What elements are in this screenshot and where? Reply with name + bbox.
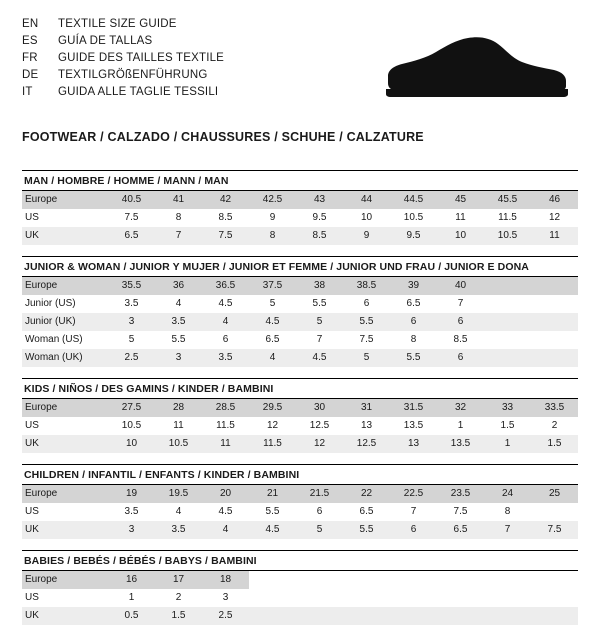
table-cell xyxy=(484,331,531,349)
table-cell: 9.5 xyxy=(296,209,343,227)
table-cell: 21 xyxy=(249,485,296,503)
table-cell: 30 xyxy=(296,399,343,417)
language-title: GUIDE DES TAILLES TEXTILE xyxy=(58,52,225,64)
size-table xyxy=(22,191,578,245)
table-cell: 35.5 xyxy=(108,277,155,295)
table-cell: 10.5 xyxy=(155,435,202,453)
table-cell-empty xyxy=(531,571,578,589)
table-cell: 4.5 xyxy=(202,295,249,313)
table-cell xyxy=(531,503,578,521)
table-cell: 42.5 xyxy=(249,191,296,209)
row-label: Woman (UK) xyxy=(22,349,108,367)
table-cell-empty xyxy=(484,607,531,625)
table-cell: 29.5 xyxy=(249,399,296,417)
row-label: Europe xyxy=(22,191,108,209)
row-label: US xyxy=(22,589,108,607)
table-cell: 16 xyxy=(108,571,155,589)
row-label: UK xyxy=(22,521,108,539)
table-row xyxy=(22,503,578,521)
table-cell: 33.5 xyxy=(531,399,578,417)
table-cell: 6.5 xyxy=(437,521,484,539)
table-cell: 10 xyxy=(108,435,155,453)
table-cell: 8.5 xyxy=(202,209,249,227)
table-cell: 18 xyxy=(202,571,249,589)
table-cell: 2.5 xyxy=(202,607,249,625)
table-cell xyxy=(531,313,578,331)
table-cell: 24 xyxy=(484,485,531,503)
table-cell: 5 xyxy=(343,349,390,367)
table-cell: 31.5 xyxy=(390,399,437,417)
section-babies xyxy=(22,550,578,625)
row-label: US xyxy=(22,417,108,435)
table-cell: 3 xyxy=(108,313,155,331)
table-row xyxy=(22,607,578,625)
table-cell: 6 xyxy=(390,313,437,331)
table-cell-empty xyxy=(484,571,531,589)
table-cell: 20 xyxy=(202,485,249,503)
row-label: UK xyxy=(22,435,108,453)
table-cell: 7.5 xyxy=(437,503,484,521)
table-cell: 7 xyxy=(437,295,484,313)
table-row xyxy=(22,589,578,607)
table-row xyxy=(22,399,578,417)
table-cell: 45 xyxy=(437,191,484,209)
table-cell: 3.5 xyxy=(108,503,155,521)
table-cell: 36.5 xyxy=(202,277,249,295)
language-title-list xyxy=(22,16,224,101)
table-cell: 8 xyxy=(390,331,437,349)
language-title: GUÍA DE TALLAS xyxy=(58,35,153,47)
table-cell: 45.5 xyxy=(484,191,531,209)
table-cell: 5 xyxy=(296,521,343,539)
size-table xyxy=(22,571,578,625)
language-row xyxy=(22,67,224,84)
table-cell: 8.5 xyxy=(296,227,343,245)
table-cell: 3.5 xyxy=(155,521,202,539)
section-spacer xyxy=(22,369,578,378)
table-cell: 9.5 xyxy=(390,227,437,245)
table-row xyxy=(22,485,578,503)
table-cell: 6 xyxy=(437,313,484,331)
table-cell: 12 xyxy=(531,209,578,227)
table-cell: 4.5 xyxy=(202,503,249,521)
table-cell: 7.5 xyxy=(202,227,249,245)
table-cell: 1 xyxy=(484,435,531,453)
row-label: Europe xyxy=(22,399,108,417)
table-cell xyxy=(531,295,578,313)
table-cell: 13.5 xyxy=(437,435,484,453)
size-table xyxy=(22,277,578,367)
table-cell: 3.5 xyxy=(108,295,155,313)
table-cell: 1.5 xyxy=(484,417,531,435)
table-cell: 2 xyxy=(531,417,578,435)
table-cell: 40.5 xyxy=(108,191,155,209)
table-cell: 10 xyxy=(437,227,484,245)
row-label: UK xyxy=(22,607,108,625)
section-children xyxy=(22,464,578,539)
table-cell: 6.5 xyxy=(108,227,155,245)
table-cell: 9 xyxy=(249,209,296,227)
table-row xyxy=(22,277,578,295)
section-title: MAN / HOMBRE / HOMME / MANN / MAN xyxy=(22,170,578,191)
row-label: Junior (US) xyxy=(22,295,108,313)
table-cell: 1 xyxy=(108,589,155,607)
table-cell xyxy=(484,313,531,331)
table-row xyxy=(22,227,578,245)
table-cell-empty xyxy=(296,607,343,625)
table-cell: 5.5 xyxy=(343,521,390,539)
table-cell: 19.5 xyxy=(155,485,202,503)
table-cell xyxy=(484,349,531,367)
table-cell: 8 xyxy=(155,209,202,227)
table-row xyxy=(22,191,578,209)
table-cell: 4 xyxy=(155,295,202,313)
table-cell: 4 xyxy=(202,521,249,539)
table-cell: 8 xyxy=(484,503,531,521)
language-title: TEXTILGRÖßENFÜHRUNG xyxy=(58,69,208,81)
table-cell: 23.5 xyxy=(437,485,484,503)
size-table xyxy=(22,399,578,453)
table-cell: 10 xyxy=(343,209,390,227)
table-cell: 36 xyxy=(155,277,202,295)
table-cell xyxy=(484,295,531,313)
section-junior-woman xyxy=(22,256,578,367)
table-cell: 11.5 xyxy=(202,417,249,435)
table-cell: 5 xyxy=(296,313,343,331)
table-cell: 19 xyxy=(108,485,155,503)
document-header xyxy=(22,16,578,116)
table-cell xyxy=(484,277,531,295)
table-cell: 3.5 xyxy=(155,313,202,331)
table-cell: 7.5 xyxy=(343,331,390,349)
table-cell-empty xyxy=(343,571,390,589)
table-cell: 33 xyxy=(484,399,531,417)
table-cell: 38.5 xyxy=(343,277,390,295)
table-cell: 6 xyxy=(202,331,249,349)
table-cell: 12 xyxy=(296,435,343,453)
table-cell-empty xyxy=(437,607,484,625)
table-cell: 6 xyxy=(343,295,390,313)
table-cell: 13 xyxy=(343,417,390,435)
language-code: IT xyxy=(22,86,33,98)
table-cell: 5.5 xyxy=(249,503,296,521)
table-cell xyxy=(531,277,578,295)
row-label: Europe xyxy=(22,571,108,589)
table-cell: 5.5 xyxy=(390,349,437,367)
table-cell xyxy=(531,331,578,349)
size-sections xyxy=(22,170,578,625)
table-cell: 11.5 xyxy=(484,209,531,227)
table-cell: 28.5 xyxy=(202,399,249,417)
table-cell: 10.5 xyxy=(108,417,155,435)
table-cell: 12.5 xyxy=(296,417,343,435)
table-cell: 5.5 xyxy=(343,313,390,331)
table-cell: 7 xyxy=(296,331,343,349)
table-cell: 31 xyxy=(343,399,390,417)
table-row xyxy=(22,521,578,539)
section-spacer xyxy=(22,541,578,550)
table-row xyxy=(22,331,578,349)
table-row xyxy=(22,295,578,313)
table-cell: 1.5 xyxy=(155,607,202,625)
table-cell: 4 xyxy=(249,349,296,367)
language-row xyxy=(22,16,224,33)
table-cell: 6.5 xyxy=(390,295,437,313)
row-label: US xyxy=(22,209,108,227)
table-cell: 22.5 xyxy=(390,485,437,503)
table-cell: 7.5 xyxy=(531,521,578,539)
section-spacer xyxy=(22,455,578,464)
table-cell: 5 xyxy=(108,331,155,349)
table-cell xyxy=(531,349,578,367)
table-cell: 4.5 xyxy=(249,521,296,539)
size-table xyxy=(22,485,578,539)
table-cell: 11 xyxy=(531,227,578,245)
table-cell: 11.5 xyxy=(249,435,296,453)
table-cell: 2.5 xyxy=(108,349,155,367)
table-row xyxy=(22,571,578,589)
table-cell: 43 xyxy=(296,191,343,209)
table-cell: 7 xyxy=(484,521,531,539)
table-cell: 1.5 xyxy=(531,435,578,453)
table-cell-empty xyxy=(437,589,484,607)
table-cell: 2 xyxy=(155,589,202,607)
table-cell: 27.5 xyxy=(108,399,155,417)
row-label: Woman (US) xyxy=(22,331,108,349)
table-cell: 10.5 xyxy=(390,209,437,227)
table-cell: 9 xyxy=(343,227,390,245)
table-cell: 3 xyxy=(155,349,202,367)
table-cell-empty xyxy=(437,571,484,589)
language-code: DE xyxy=(22,69,39,81)
table-cell: 6 xyxy=(296,503,343,521)
language-code: ES xyxy=(22,35,38,47)
table-cell: 4 xyxy=(155,503,202,521)
table-cell-empty xyxy=(484,589,531,607)
language-row xyxy=(22,50,224,67)
table-cell: 4.5 xyxy=(296,349,343,367)
table-cell: 6.5 xyxy=(249,331,296,349)
table-cell-empty xyxy=(249,589,296,607)
table-cell: 5.5 xyxy=(296,295,343,313)
table-cell: 12 xyxy=(249,417,296,435)
table-cell: 8 xyxy=(249,227,296,245)
language-title: TEXTILE SIZE GUIDE xyxy=(58,18,177,30)
table-cell: 25 xyxy=(531,485,578,503)
table-cell: 1 xyxy=(437,417,484,435)
table-cell: 11 xyxy=(155,417,202,435)
table-cell: 11 xyxy=(202,435,249,453)
table-cell-empty xyxy=(390,607,437,625)
section-title: CHILDREN / INFANTIL / ENFANTS / KINDER / BAMBINI xyxy=(22,464,578,485)
row-label: Junior (UK) xyxy=(22,313,108,331)
language-row xyxy=(22,84,224,101)
table-cell: 7.5 xyxy=(108,209,155,227)
table-cell: 40 xyxy=(437,277,484,295)
table-cell-empty xyxy=(343,607,390,625)
section-man xyxy=(22,170,578,245)
table-cell: 22 xyxy=(343,485,390,503)
table-cell: 3.5 xyxy=(202,349,249,367)
table-cell: 7 xyxy=(155,227,202,245)
language-code: FR xyxy=(22,52,38,64)
table-cell-empty xyxy=(296,589,343,607)
table-cell: 6 xyxy=(437,349,484,367)
row-label: Europe xyxy=(22,277,108,295)
table-cell: 37.5 xyxy=(249,277,296,295)
table-cell: 41 xyxy=(155,191,202,209)
table-cell: 5.5 xyxy=(155,331,202,349)
table-cell-empty xyxy=(296,571,343,589)
table-cell: 46 xyxy=(531,191,578,209)
table-cell-empty xyxy=(531,589,578,607)
table-cell: 8.5 xyxy=(437,331,484,349)
table-row xyxy=(22,435,578,453)
section-kids xyxy=(22,378,578,453)
language-row xyxy=(22,33,224,50)
table-cell: 3 xyxy=(202,589,249,607)
section-title: BABIES / BEBÉS / BÉBÉS / BABYS / BAMBINI xyxy=(22,550,578,571)
footwear-heading: FOOTWEAR / CALZADO / CHAUSSURES / SCHUHE / CALZATURE xyxy=(22,130,424,144)
table-cell-empty xyxy=(390,589,437,607)
table-cell: 7 xyxy=(390,503,437,521)
table-cell: 0.5 xyxy=(108,607,155,625)
table-cell-empty xyxy=(249,571,296,589)
table-cell: 13.5 xyxy=(390,417,437,435)
table-cell: 42 xyxy=(202,191,249,209)
table-row xyxy=(22,313,578,331)
table-cell: 13 xyxy=(390,435,437,453)
table-cell-empty xyxy=(343,589,390,607)
table-cell: 17 xyxy=(155,571,202,589)
table-cell: 3 xyxy=(108,521,155,539)
language-title: GUIDA ALLE TAGLIE TESSILI xyxy=(58,86,219,98)
row-label: Europe xyxy=(22,485,108,503)
table-cell: 12.5 xyxy=(343,435,390,453)
table-cell: 28 xyxy=(155,399,202,417)
table-row xyxy=(22,209,578,227)
table-cell: 4.5 xyxy=(249,313,296,331)
section-spacer xyxy=(22,247,578,256)
table-cell: 6.5 xyxy=(343,503,390,521)
language-title-body xyxy=(22,16,224,101)
section-title: JUNIOR & WOMAN / JUNIOR Y MUJER / JUNIOR ET FEMME / JUNIOR UND FRAU / JUNIOR E DONA xyxy=(22,256,578,277)
table-cell: 39 xyxy=(390,277,437,295)
row-label: UK xyxy=(22,227,108,245)
table-cell: 4 xyxy=(202,313,249,331)
table-row xyxy=(22,417,578,435)
table-cell: 11 xyxy=(437,209,484,227)
table-cell: 10.5 xyxy=(484,227,531,245)
table-row xyxy=(22,349,578,367)
table-cell: 44.5 xyxy=(390,191,437,209)
table-cell: 6 xyxy=(390,521,437,539)
table-cell: 21.5 xyxy=(296,485,343,503)
table-cell: 32 xyxy=(437,399,484,417)
table-cell: 44 xyxy=(343,191,390,209)
section-title: KIDS / NIÑOS / DES GAMINS / KINDER / BAMBINI xyxy=(22,378,578,399)
table-cell-empty xyxy=(531,607,578,625)
table-cell: 38 xyxy=(296,277,343,295)
table-cell-empty xyxy=(390,571,437,589)
language-code: EN xyxy=(22,18,39,30)
table-cell: 5 xyxy=(249,295,296,313)
row-label: US xyxy=(22,503,108,521)
dress-shoe-icon xyxy=(380,32,570,104)
table-cell-empty xyxy=(249,607,296,625)
